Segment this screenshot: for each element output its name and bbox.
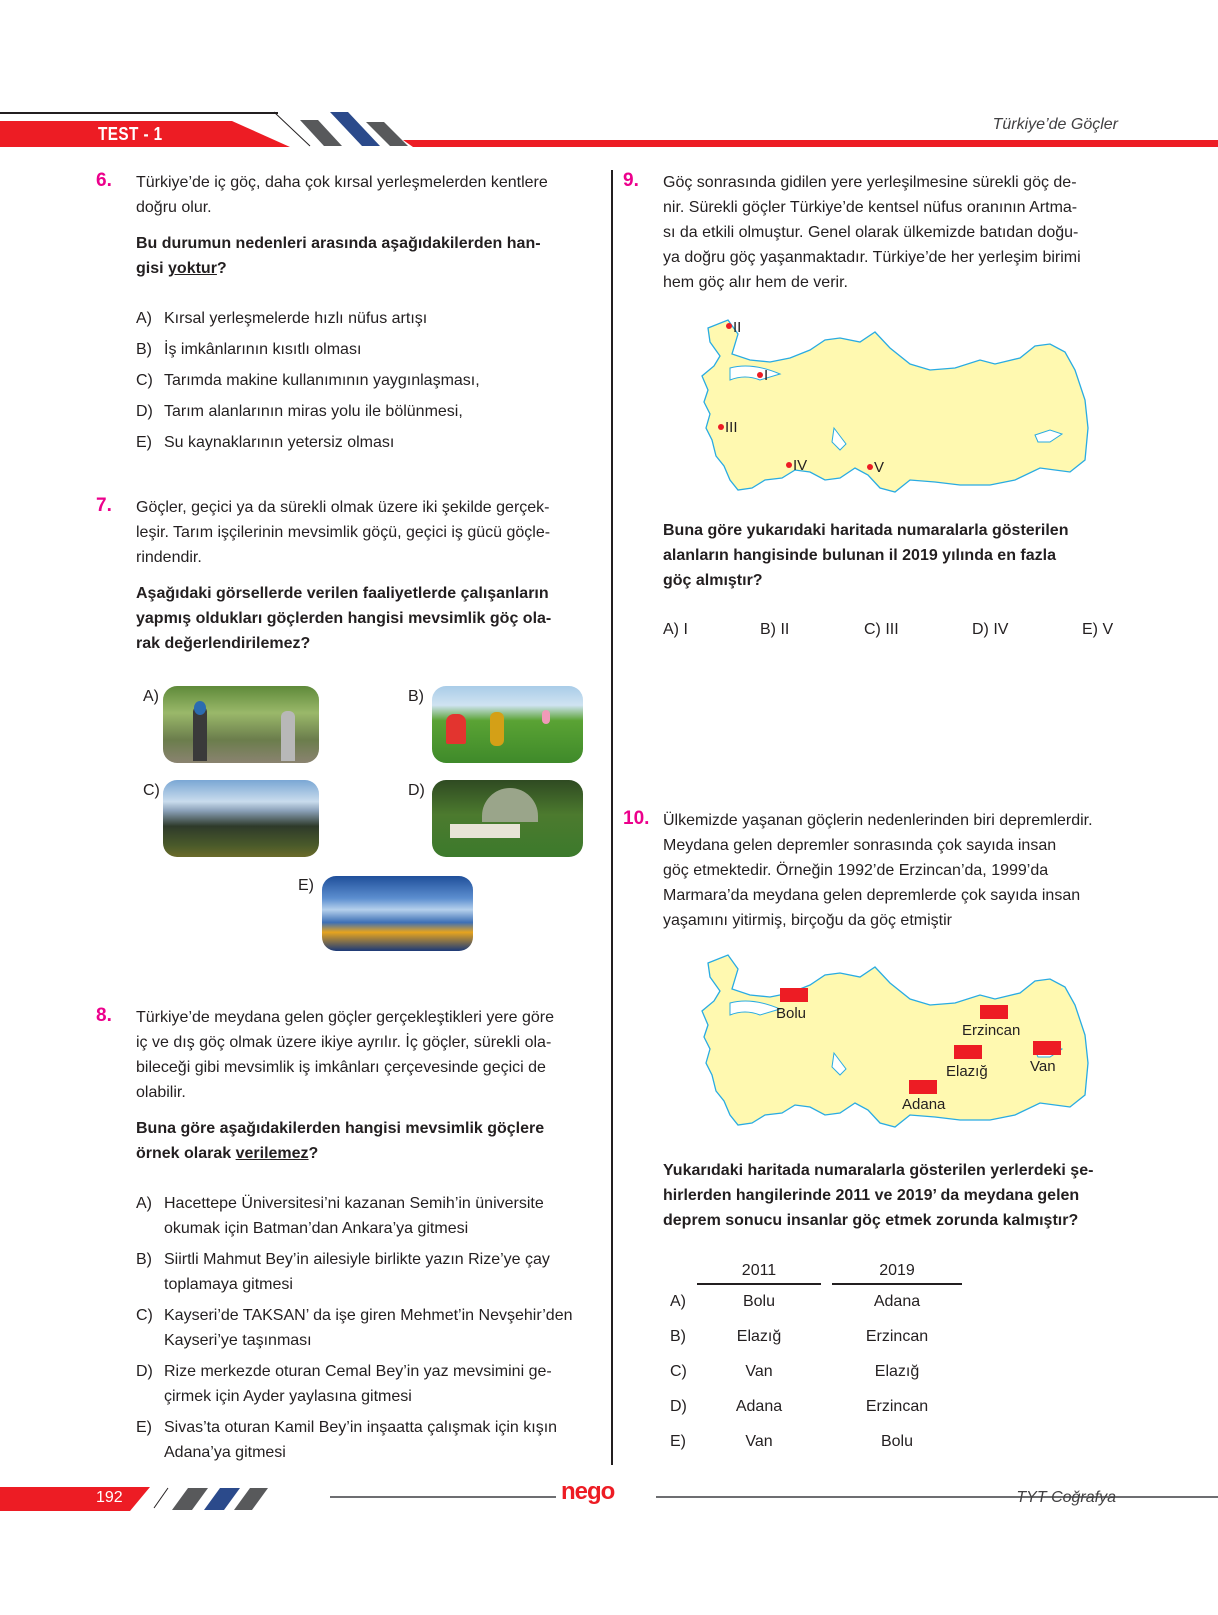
option-a[interactable]: A) I [663, 621, 688, 638]
test-label: TEST - 1 [98, 124, 163, 144]
q9-stem-line: hem göç alır hem de verir. [663, 274, 848, 291]
q9-question: Buna göre yukarıdaki haritada numaralarla gösterilen alanların hangisinde bulunan il 2019 yılında en fazla göç almıştır? [663, 522, 1069, 589]
q8-stem-line: olabilir. [136, 1084, 186, 1101]
svg-text:V: V [874, 459, 885, 476]
svg-text:Adana: Adana [902, 1096, 946, 1113]
header-top-line [0, 112, 278, 114]
q8-options [136, 1191, 606, 1471]
turkey-map-q9 [690, 310, 1090, 510]
option-c[interactable]: C) Tarımda makine kullanımının yaygınlaşması, [136, 372, 480, 389]
q9-stem-line: sı da etkili olmuştur. Genel olarak ülkemizde batıdan doğu- [663, 224, 1079, 241]
option-c[interactable]: C) Van Elazığ [670, 1363, 920, 1380]
q7-question-line: yapmış oldukları göçlerden hangisi mevsimlik göç ola- [136, 610, 552, 627]
q7-stem-line: rindendir. [136, 549, 202, 566]
svg-text:Elazığ: Elazığ [946, 1063, 988, 1080]
question-number: 6. [96, 170, 112, 191]
q6-question-line: Bu durumun nedenleri arasında aşağıdakilerden han- [136, 235, 541, 252]
q8-question-line: örnek olarak verilemez? [136, 1145, 319, 1162]
question-number: 9. [623, 170, 639, 191]
option-b[interactable]: B) İş imkânlarının kısıtlı olması [136, 341, 362, 358]
fruit-harvest-workers-photo[interactable] [163, 686, 319, 763]
image-option-label: A) [143, 688, 159, 705]
image-option-label: D) [408, 782, 425, 799]
option-e[interactable]: E) Sivas’ta oturan Kamil Bey’in inşaatta çalışmak için kışın Adana’ya gitmesi [136, 1419, 558, 1461]
tea-picking-field-photo[interactable] [432, 686, 583, 763]
q6-stem-line: doğru olur. [136, 199, 212, 216]
q8-stem-line: bileceği gibi mevsimlik iş imkânları çerçevesinde geçici de [136, 1059, 546, 1076]
option-d[interactable]: D) Tarım alanlarının miras yolu ile bölünmesi, [136, 403, 463, 420]
svg-text:II: II [733, 319, 742, 336]
question-number: 10. [623, 808, 650, 829]
mountain-plateau-photo[interactable] [163, 780, 319, 857]
option-a[interactable]: A) Hacettepe Üniversitesi’ni kazanan Semih’in üniversite okumak için Batman’dan Ankara’ya gitmesi [136, 1195, 544, 1237]
factory-interior-photo[interactable] [322, 876, 473, 951]
page-number: 192 [96, 1489, 123, 1506]
footer-line-left [330, 1496, 556, 1498]
svg-text:Van: Van [1030, 1058, 1056, 1075]
table-header-2019: 2019 [879, 1262, 915, 1279]
footer-stripes-decoration [150, 1484, 270, 1514]
chapter-title: Türkiye’de Göçler [992, 116, 1118, 133]
q7-question-line: Aşağıdaki görsellerde verilen faaliyetlerde çalışanların [136, 585, 549, 602]
q10-stem-line: Ülkemizde yaşanan göçlerin nedenlerinden biri depremlerdir. [663, 812, 1093, 829]
tent-in-tea-field-photo[interactable] [432, 780, 583, 857]
option-c[interactable]: C) Kayseri’de TAKSAN’ da işe giren Mehmet’in Nevşehir’den Kayseri’ye taşınması [136, 1307, 573, 1349]
image-option-label: B) [408, 688, 424, 705]
q10-stem-line: göç etmektedir. Örneğin 1992’de Erzincan’da, 1999’da [663, 862, 1049, 879]
option-d[interactable]: D) IV [972, 621, 1009, 638]
q9-stem-line: Göç sonrasında gidilen yere yerleşilmesine sürekli göç de- [663, 174, 1077, 191]
header-stripes-decoration [270, 108, 420, 150]
option-e[interactable]: E) Su kaynaklarının yetersiz olması [136, 434, 395, 451]
q8-stem-line: Türkiye’de meydana gelen göçler gerçekleştikleri yere göre [136, 1009, 554, 1026]
q7-stem-line: Göçler, geçici ya da sürekli olmak üzere iki şekilde gerçek- [136, 499, 550, 516]
option-b[interactable]: B) Elazığ Erzincan [670, 1328, 929, 1345]
option-d[interactable]: D) Adana Erzincan [670, 1398, 929, 1415]
table-header-underline [832, 1283, 962, 1285]
question-number: 7. [96, 495, 112, 516]
option-b[interactable]: B) II [760, 621, 790, 638]
svg-text:III: III [725, 419, 738, 436]
q8-question-line: Buna göre aşağıdakilerden hangisi mevsimlik göçlere [136, 1120, 545, 1137]
option-a[interactable]: A) Bolu Adana [670, 1293, 921, 1310]
option-b[interactable]: B) Siirtli Mahmut Bey’in ailesiyle birlikte yazın Rize’ye çay toplamaya gitmesi [136, 1251, 550, 1293]
svg-text:IV: IV [793, 457, 808, 474]
q7-question-line: rak değerlendirilemez? [136, 635, 311, 652]
table-header-2011: 2011 [741, 1262, 777, 1279]
option-a[interactable]: A) Kırsal yerleşmelerde hızlı nüfus artışı [136, 310, 428, 327]
header-red-line [403, 140, 1218, 147]
turkey-map-q10 [690, 945, 1090, 1145]
svg-text:Erzincan: Erzincan [962, 1022, 1021, 1039]
question-number: 8. [96, 1005, 112, 1026]
svg-text:I: I [764, 367, 769, 384]
q9-stem-line: nir. Sürekli göçler Türkiye’de kentsel nüfus oranının Artma- [663, 199, 1078, 216]
table-header-underline [697, 1283, 821, 1285]
q6-question-line: gisi yoktur? [136, 260, 227, 277]
q6-options [136, 303, 596, 458]
q6-stem-line: Türkiye’de iç göç, daha çok kırsal yerleşmelerden kentlere [136, 174, 548, 191]
svg-text:Bolu: Bolu [776, 1005, 807, 1022]
q8-stem-line: iç ve dış göç olmak üzere ikiye ayrılır. İç göçler, sürekli ola- [136, 1034, 552, 1051]
option-e[interactable]: E) Van Bolu [670, 1433, 914, 1450]
brand-logo: nego [561, 1478, 615, 1505]
footer-red-band [0, 1487, 150, 1511]
q10-stem-line: yaşamını yitirmiş, birçoğu da göç etmiştir [663, 912, 952, 929]
column-divider [611, 170, 613, 1465]
image-option-label: E) [298, 877, 314, 894]
q10-stem-line: Marmara’da meydana gelen depremlerde çok sayıda insan [663, 887, 1081, 904]
q10-stem-line: Meydana gelen depremler sonrasında çok sayıda insan [663, 837, 1057, 854]
option-d[interactable]: D) Rize merkezde oturan Cemal Bey’in yaz mevsimini ge- çirmek için Ayder yaylasına gitmesi [136, 1363, 552, 1405]
book-title: TYT Coğrafya [1016, 1489, 1116, 1506]
q7-stem-line: leşir. Tarım işçilerinin mevsimlik göçü, geçici iş gücü göçle- [136, 524, 551, 541]
option-e[interactable]: E) V [1082, 621, 1114, 638]
image-option-label: C) [143, 782, 160, 799]
option-c[interactable]: C) III [864, 621, 899, 638]
q9-stem-line: ya doğru göç yaşanmaktadır. Türkiye’de her yerleşim birimi [663, 249, 1081, 266]
q10-question: Yukarıdaki haritada numaralarla gösterilen yerlerdeki şe- hirlerden hangilerinde 2011 ve 2019’ da meydana gelen deprem sonucu insanlar göç etmek zorunda kalmıştır? [663, 1162, 1094, 1229]
footer-line-right [656, 1496, 1218, 1498]
